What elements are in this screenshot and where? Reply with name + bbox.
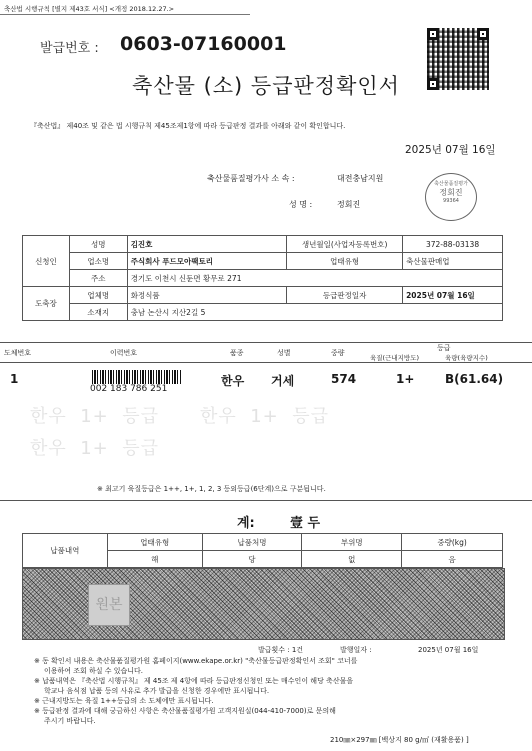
note-line-1: ※ 동 확인서 내용은 축산물품질평가원 홈페이지(www.ekape.or.kr) "축산물등급판정확인서 조회" 코너를: [34, 657, 358, 665]
trace-no-header: 이력번호: [110, 349, 138, 357]
address-label: 주소: [69, 270, 127, 287]
quality-grade-value: 1+: [396, 372, 415, 386]
delivery-value-3: 없: [302, 551, 402, 568]
slaughterhouse-name-label: 업체명: [69, 287, 127, 304]
grader-affiliation-label: 축산물품질평가사 소 속 :: [207, 174, 295, 183]
applicant-slaughterhouse-table: [22, 235, 503, 321]
quality-grade-header: 육질(근내지방도): [370, 354, 420, 362]
original-stamp: 원본: [88, 584, 130, 626]
grading-date-label: 등급판정일자: [287, 287, 403, 304]
sex-value: 거세: [271, 374, 295, 388]
delivery-section-label: 납품내역: [23, 534, 108, 568]
grading-date: 2025년 07월 16일: [403, 287, 503, 304]
slaughterhouse-location-label: 소재지: [69, 304, 127, 321]
watermark-row-1b: 한우 1+ 등급: [200, 406, 330, 427]
watermark-row-2: 한우 1+ 등급: [30, 438, 160, 459]
issue-count: 발급횟수 : 1건: [258, 646, 304, 654]
carcass-number: 1: [10, 372, 19, 386]
grade-header: 등급: [437, 344, 451, 352]
delivery-header-recipient: 납품처명: [202, 534, 302, 551]
business-type: 축산물판매업: [403, 253, 503, 270]
yield-grade-header: 육량(육량지수): [445, 354, 488, 362]
issue-date: 2025년 07월 16일: [405, 144, 496, 156]
delivery-value-1: 해: [107, 551, 202, 568]
applicant-name-label: 성명: [69, 236, 127, 253]
delivery-header-biztype: 업태유형: [107, 534, 202, 551]
applicant-name: 김진호: [127, 236, 287, 253]
note-line-5: ※ 근내지방도는 육질 1++등급의 소 도체에만 표시됩니다.: [34, 697, 214, 705]
paper-spec: 210㎜×297㎜ [백상지 80 g/㎡ (재활용품) ]: [330, 736, 469, 744]
business-number: 372-88-03138: [403, 236, 503, 253]
delivery-value-4: 음: [402, 551, 503, 568]
note-line-3: ※ 납품내역은 『축산법 시행규칙』 제 45조 제 4항에 따라 등급판정신청인 또는 매수인이 해당 축산물을: [34, 677, 354, 685]
watermark-row-1: 한우 1+ 등급: [30, 406, 160, 427]
delivery-value-2: 당: [202, 551, 302, 568]
business-type-label: 업태유형: [287, 253, 403, 270]
sex-header: 성별: [277, 349, 291, 357]
slaughterhouse-location: 충남 논산시 지산2길 5: [127, 304, 502, 321]
breed-value: 한우: [221, 374, 245, 388]
total-label: 계:: [237, 516, 255, 531]
breed-header: 품종: [230, 349, 244, 357]
company-name: 주식회사 푸드모아팩토리: [127, 253, 287, 270]
total-value: 壹 두: [290, 516, 321, 531]
issue-date-bottom-label: 발행일자 :: [340, 646, 372, 654]
delivery-header-part: 부위명: [302, 534, 402, 551]
applicant-section-label: 신청인: [23, 236, 70, 287]
grader-name-label: 성 명 :: [289, 200, 313, 209]
grade-note: ※ 최고기 육질등급은 1++, 1+, 1, 2, 3 등외등급(6단계)으로 구분됩니다.: [97, 485, 326, 493]
slaughterhouse-name: 화정식품: [127, 287, 287, 304]
note-line-2: 이용하여 조회 하실 수 있습니다.: [44, 667, 144, 675]
business-number-label: 생년월일(사업자등록번호): [287, 236, 403, 253]
company-label: 업소명: [69, 253, 127, 270]
yield-grade-value: B(61.64): [445, 372, 504, 386]
top-rule: [0, 14, 250, 15]
weight-header: 중량: [331, 349, 345, 357]
legal-basis-text: 『축산법』 제40조 및 같은 법 시행규칙 제45조제1항에 따라 등급판정 결과를 아래와 같이 확인합니다.: [30, 122, 346, 130]
grader-affiliation: 대전충남지원: [337, 174, 384, 183]
weight-value: 574: [331, 372, 357, 386]
note-line-7: 주시기 바랍니다.: [44, 717, 96, 725]
slaughterhouse-section-label: 도축장: [23, 287, 70, 321]
note-line-6: ※ 등급판정 결과에 대해 궁금하신 사항은 축산물품질평가원 고객지원실(044-410-7000)로 문의해: [34, 707, 336, 715]
trace-number: 002 183 786 251: [90, 384, 168, 394]
result-section: [0, 342, 532, 502]
carcass-no-header: 도체번호: [4, 349, 32, 357]
form-reference: 축산법 시행규칙 [별지 제43호 서식] <개정 2018.12.27.>: [4, 5, 175, 13]
grader-seal-stamp: 축산물품질평가 정회진 99364: [425, 173, 477, 221]
issue-number: 0603-07160001: [120, 33, 287, 55]
document-title: 축산물 (소) 등급판정확인서: [132, 74, 400, 98]
note-line-4: 학교나 음식점 납품 등의 사유로 추가 발급을 신청한 경우에만 표시됩니다.: [44, 687, 270, 695]
grader-name: 정회진: [337, 200, 361, 209]
issue-number-label: 발급번호 :: [40, 41, 99, 56]
applicant-address: 경기도 이천시 신둔면 황무로 271: [127, 270, 502, 287]
trace-barcode: [92, 370, 182, 384]
delivery-table: [22, 533, 503, 568]
issue-date-bottom: 2025년 07월 16일: [418, 646, 479, 654]
delivery-header-weight: 중량(kg): [402, 534, 503, 551]
